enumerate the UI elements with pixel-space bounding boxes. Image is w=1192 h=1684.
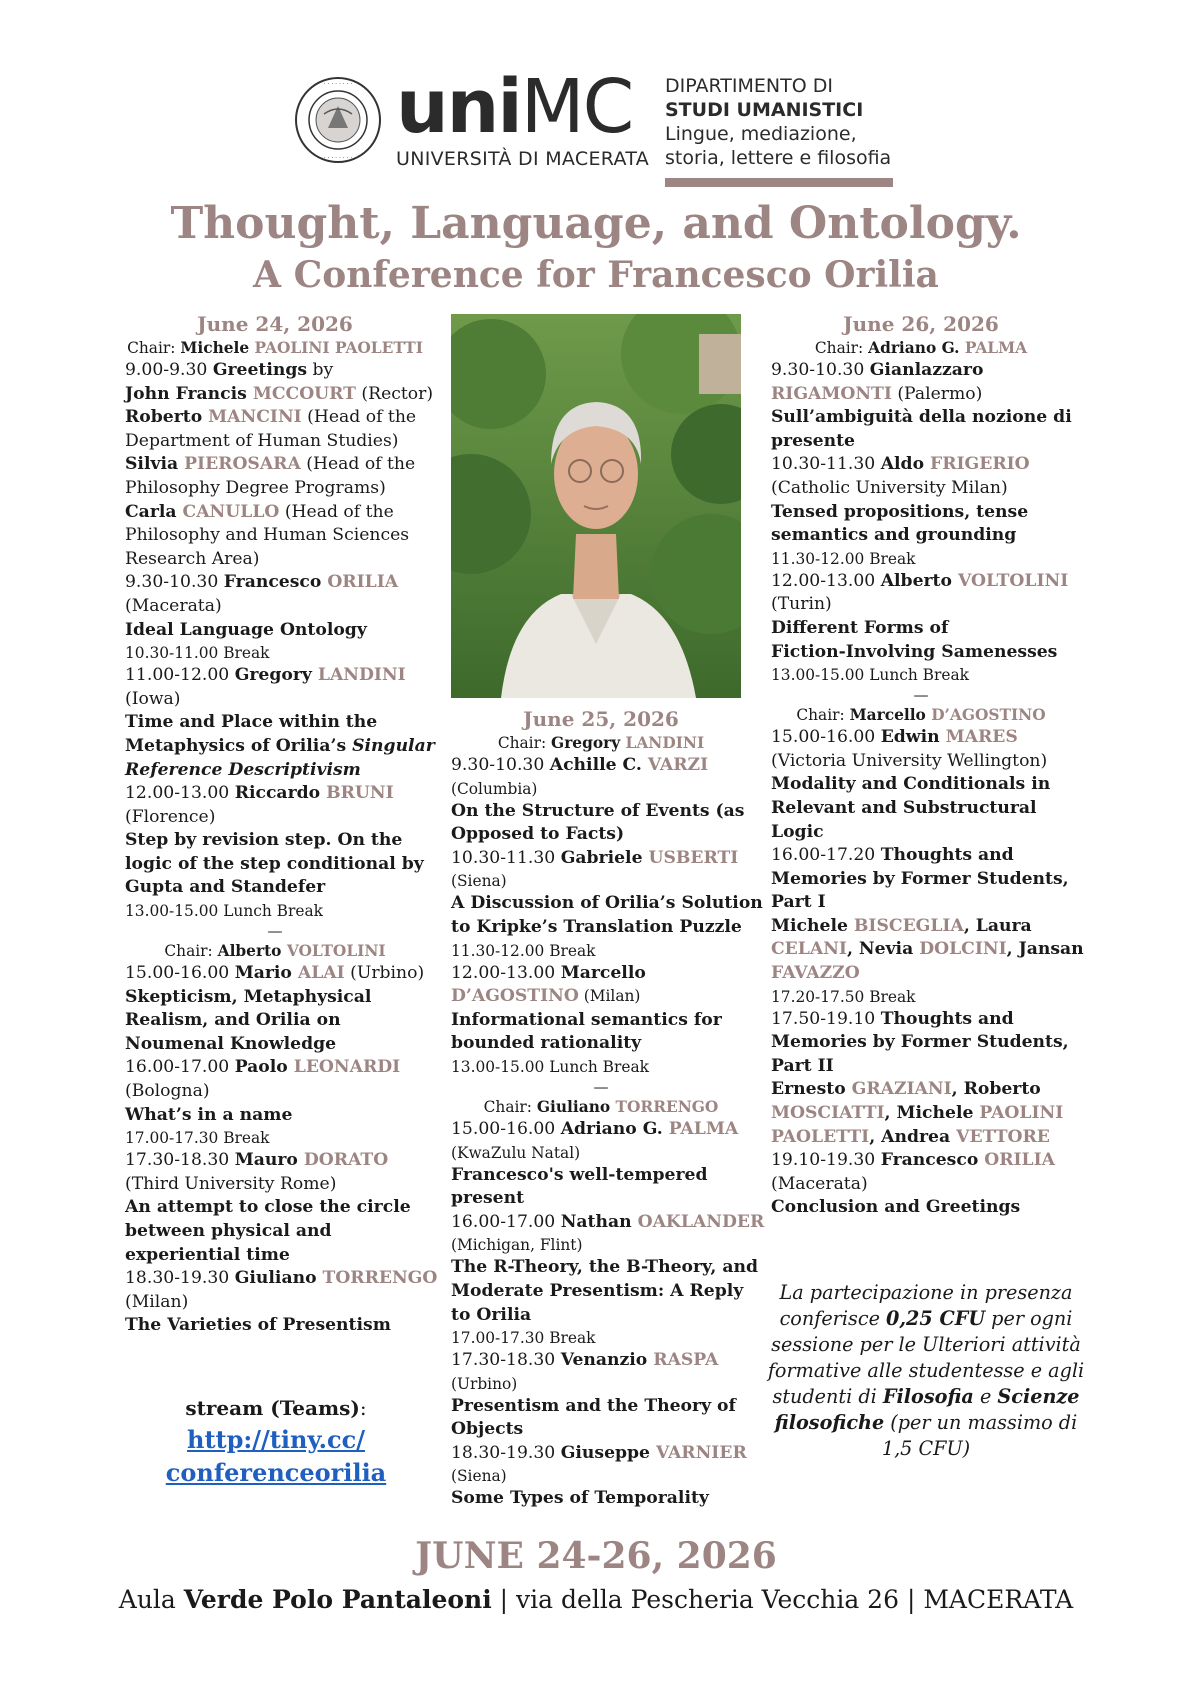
- svg-text:· · · · · · · ·: · · · · · · · ·: [323, 155, 353, 162]
- talk-title: logic of the step conditional by: [125, 853, 424, 874]
- talk-speaker: 15.00-16.00 Mario ALAI (Urbino): [125, 963, 425, 984]
- section-divider: —: [593, 1077, 609, 1096]
- talk-title: Moderate Presentism: A Reply: [451, 1280, 744, 1301]
- stream-link-line-1[interactable]: http://tiny.cc/: [187, 1425, 365, 1454]
- greeter-1: John Francis MCCOURT (Rector): [125, 383, 434, 404]
- talk-title: What’s in a name: [125, 1104, 293, 1125]
- stream-info: [100, 1393, 452, 1489]
- greeter-4: Carla CANULLO (Head of the: [125, 501, 394, 522]
- dept-line-4: storia, lettere e filosofia: [665, 147, 892, 169]
- talk-title: Relevant and Substructural: [771, 797, 1037, 818]
- greeter-2-role: Department of Human Studies): [125, 430, 399, 451]
- day1-chair-afternoon: Chair: Alberto VOLTOLINI: [164, 942, 386, 961]
- conference-subtitle: A Conference for Francesco Orilia: [253, 254, 939, 296]
- talk-speaker: 10.30-11.30 Gabriele USBERTI: [451, 847, 739, 868]
- dept-line-2: STUDI UMANISTICI: [665, 99, 864, 121]
- talk-affiliation: (Siena): [451, 1467, 507, 1486]
- university-seal: [294, 76, 382, 164]
- talk-title: Fiction-Involving Samenesses: [771, 641, 1058, 662]
- talk-title: Different Forms of: [771, 617, 949, 638]
- day2-date: June 25, 2026: [523, 707, 679, 731]
- day2-chair-morning: Chair: Gregory LANDINI: [497, 734, 705, 752]
- talk-title: Metaphysics of Orilia’s Singular: [125, 735, 435, 756]
- talk-affiliation: (Catholic University Milan): [771, 477, 1008, 498]
- talk-affiliation: (Bologna): [125, 1081, 210, 1102]
- greeter-4-role: Philosophy and Human Sciences: [125, 525, 410, 546]
- greeter-3: Silvia PIEROSARA (Head of the: [125, 454, 416, 475]
- cfu-line: conferisce 0,25 CFU per ogni: [779, 1307, 1073, 1330]
- talk-title: 16.00-17.20 Thoughts and: [771, 845, 1014, 866]
- talk-speaker: 17.30-18.30 Venanzio RASPA: [451, 1350, 719, 1371]
- speaker-list: Michele BISCEGLIA, Laura: [771, 915, 1032, 936]
- dept-line-1: DIPARTIMENTO DI: [665, 75, 833, 97]
- talk-affiliation: (KwaZulu Natal): [451, 1143, 581, 1162]
- talk-speaker: 9.30-10.30 Gianlazzaro: [771, 360, 984, 380]
- talk-speaker: 12.00-13.00 Marcello: [451, 962, 646, 983]
- break: 17.20-17.50 Break: [771, 987, 916, 1006]
- break: 10.30-11.00 Break: [125, 644, 270, 663]
- logo-mc: MC: [520, 64, 633, 150]
- speaker-list: PAOLETTI, Andrea VETTORE: [771, 1126, 1050, 1147]
- talk-title: The R-Theory, the B-Theory, and: [451, 1257, 759, 1278]
- talk-speaker: 16.00-17.00 Paolo LEONARDI: [125, 1057, 401, 1078]
- day2-column: [451, 707, 765, 1511]
- talk-speaker: 12.00-13.00 Riccardo BRUNI: [125, 783, 394, 804]
- section-divider: —: [267, 922, 283, 941]
- talk-title: Sull’ambiguità della nozione di: [771, 407, 1072, 428]
- talk-affiliation: (Columbia): [451, 779, 538, 798]
- talk-title: Memories by Former Students,: [771, 1032, 1069, 1053]
- cfu-line: 1,5 CFU): [881, 1437, 971, 1460]
- day3-date: June 26, 2026: [843, 312, 999, 336]
- lunch-break: 13.00-15.00 Lunch Break: [451, 1057, 649, 1076]
- talk-speaker: 18.30-19.30 Giuseppe VARNIER: [451, 1442, 747, 1463]
- seal-icon: [294, 76, 382, 164]
- talk-speaker: 10.30-11.30 Aldo FRIGERIO: [771, 454, 1030, 475]
- talk-title: Realism, and Orilia on: [125, 1010, 341, 1031]
- talk-title: presente: [771, 430, 855, 451]
- logo-subtitle: UNIVERSITÀ DI MACERATA: [396, 148, 650, 170]
- section-divider: —: [913, 686, 929, 705]
- talk-title: Gupta and Standefer: [125, 877, 326, 898]
- unimc-logo: [396, 64, 650, 170]
- talk-speaker: 11.00-12.00 Gregory LANDINI: [125, 665, 406, 686]
- talk-title: On the Structure of Events (as: [451, 800, 745, 821]
- talk-title: 17.50-19.10 Thoughts and: [771, 1008, 1014, 1029]
- portrait-photo: [451, 314, 741, 698]
- greeter-2: Roberto MANCINI (Head of the: [125, 407, 417, 428]
- stream-link[interactable]: [100, 1423, 452, 1489]
- talk-affiliation: (Milan): [125, 1291, 189, 1312]
- talk-affiliation: (Michigan, Flint): [451, 1236, 583, 1255]
- talk-title: experiential time: [125, 1244, 290, 1265]
- venue-line: Aula Verde Polo Pantaleoni | via della Pescheria Vecchia 26 | MACERATA: [118, 1585, 1074, 1614]
- talk-title: Noumenal Knowledge: [125, 1033, 337, 1054]
- talk-title: Informational semantics for: [451, 1009, 722, 1030]
- talk-title: Reference Descriptivism: [125, 759, 361, 780]
- talk-title: Step by revision step. On the: [125, 830, 403, 851]
- conference-title: Thought, Language, and Ontology.: [170, 198, 1022, 249]
- speaker-list: FAVAZZO: [771, 963, 860, 984]
- talk-speaker: 16.00-17.00 Nathan OAKLANDER: [451, 1211, 765, 1232]
- talk-title: A Discussion of Orilia’s Solution: [451, 893, 763, 914]
- talk-affiliation: (Macerata): [771, 1173, 868, 1194]
- cfu-line: La partecipazione in presenza: [779, 1281, 1073, 1304]
- svg-text:· · · · · · · ·: · · · · · · · ·: [323, 81, 353, 88]
- talk-affiliation: (Third University Rome): [125, 1173, 337, 1194]
- cfu-line: filosofiche (per un massimo di: [774, 1411, 1078, 1434]
- talk-title: present: [451, 1188, 525, 1209]
- talk-title: Memories by Former Students,: [771, 868, 1069, 889]
- lunch-break: 13.00-15.00 Lunch Break: [771, 666, 969, 685]
- conference-dates: JUNE 24-26, 2026: [415, 1535, 777, 1577]
- talk-speaker-cont: RIGAMONTI (Palermo): [771, 383, 983, 404]
- talk-title: Ideal Language Ontology: [125, 619, 367, 640]
- talk-title: Tensed propositions, tense: [771, 501, 1029, 522]
- portrait-image: [451, 314, 741, 698]
- talk-title: Objects: [451, 1419, 524, 1440]
- break: 11.30-12.00 Break: [451, 941, 596, 960]
- day3-chair-morning: Chair: Adriano G. PALMA: [814, 339, 1028, 357]
- greetings-session: 9.00-9.30 Greetings by: [125, 360, 334, 380]
- talk-speaker: 12.00-13.00 Alberto VOLTOLINI: [771, 570, 1069, 591]
- cfu-line: formative alle studentesse e agli: [767, 1359, 1085, 1382]
- break: 17.00-17.30 Break: [451, 1329, 596, 1348]
- stream-link-line-2[interactable]: conferenceorilia: [165, 1458, 387, 1487]
- talk-title: between physical and: [125, 1221, 332, 1241]
- talk-title: to Kripke’s Translation Puzzle: [451, 916, 742, 937]
- talk-title: An attempt to close the circle: [125, 1197, 411, 1218]
- greeter-4-role-cont: Research Area): [125, 548, 260, 569]
- talk-title: Conclusion and Greetings: [771, 1197, 1021, 1218]
- break: 17.00-17.30 Break: [125, 1129, 270, 1148]
- talk-affiliation: (Macerata): [125, 595, 222, 616]
- talk-affiliation: (Iowa): [125, 688, 181, 709]
- talk-title: Presentism and the Theory of: [451, 1395, 736, 1416]
- talk-title: The Varieties of Presentism: [125, 1315, 391, 1336]
- greeter-3-role: Philosophy Degree Programs): [125, 477, 386, 498]
- day1-column: [125, 312, 438, 1338]
- talk-title: to Orilia: [451, 1304, 532, 1325]
- talk-affiliation: (Florence): [125, 806, 216, 827]
- day3-column: [771, 312, 1084, 1220]
- talk-title: Some Types of Temporality: [451, 1488, 709, 1509]
- stream-label: stream (Teams):: [185, 1396, 367, 1420]
- talk-speaker: 17.30-18.30 Mauro DORATO: [125, 1150, 389, 1171]
- talk-speaker-cont: D’AGOSTINO (Milan): [451, 986, 641, 1007]
- talk-affiliation: (Urbino): [451, 1374, 518, 1393]
- cfu-line: sessione per le Ulteriori attività: [771, 1333, 1081, 1356]
- talk-affiliation: (Turin): [771, 594, 832, 615]
- talk-title: bounded rationality: [451, 1033, 642, 1054]
- talk-speaker: 9.30-10.30 Achille C. VARZI: [451, 755, 709, 775]
- talk-title: Modality and Conditionals in: [771, 774, 1051, 795]
- day2-chair-afternoon: Chair: Giuliano TORRENGO: [483, 1097, 719, 1116]
- talk-affiliation: (Victoria University Wellington): [771, 750, 1048, 771]
- lunch-break: 13.00-15.00 Lunch Break: [125, 902, 323, 921]
- talk-affiliation: (Siena): [451, 872, 507, 891]
- talk-title: Skepticism, Metaphysical: [125, 986, 372, 1007]
- speaker-list: CELANI, Nevia DOLCINI, Jansan: [771, 939, 1084, 960]
- logo-uni: uni: [396, 64, 521, 150]
- speaker-list: MOSCIATTI, Michele PAOLINI: [771, 1103, 1064, 1124]
- talk-title: Part II: [771, 1055, 834, 1076]
- dept-divider: [665, 178, 893, 187]
- talk-title: Logic: [771, 821, 824, 842]
- talk-title: Part I: [771, 892, 826, 913]
- cfu-line: studenti di Filosofia e Scienze: [772, 1385, 1080, 1408]
- talk-title: Time and Place within the: [125, 712, 378, 733]
- talk-speaker: 19.10-19.30 Francesco ORILIA: [771, 1150, 1056, 1171]
- talk-title: semantics and grounding: [771, 525, 1017, 546]
- talk-speaker: 9.30-10.30 Francesco ORILIA: [125, 572, 399, 593]
- talk-speaker: 15.00-16.00 Edwin MARES: [771, 727, 1018, 748]
- break: 11.30-12.00 Break: [771, 549, 916, 568]
- cfu-note: [760, 1280, 1092, 1462]
- day1-date: June 24, 2026: [197, 312, 353, 336]
- talk-speaker: 18.30-19.30 Giuliano TORRENGO: [125, 1268, 438, 1289]
- day3-chair-afternoon: Chair: Marcello D’AGOSTINO: [796, 706, 1046, 725]
- talk-title: Francesco's well-tempered: [451, 1164, 708, 1185]
- talk-title: Opposed to Facts): [451, 824, 625, 845]
- speaker-list: Ernesto GRAZIANI, Roberto: [771, 1079, 1041, 1100]
- dept-line-3: Lingue, mediazione,: [665, 123, 857, 145]
- department-block: [665, 74, 893, 187]
- day1-chair-morning: Chair: Michele PAOLINI PAOLETTI: [127, 339, 423, 357]
- talk-speaker: 15.00-16.00 Adriano G. PALMA: [451, 1118, 739, 1139]
